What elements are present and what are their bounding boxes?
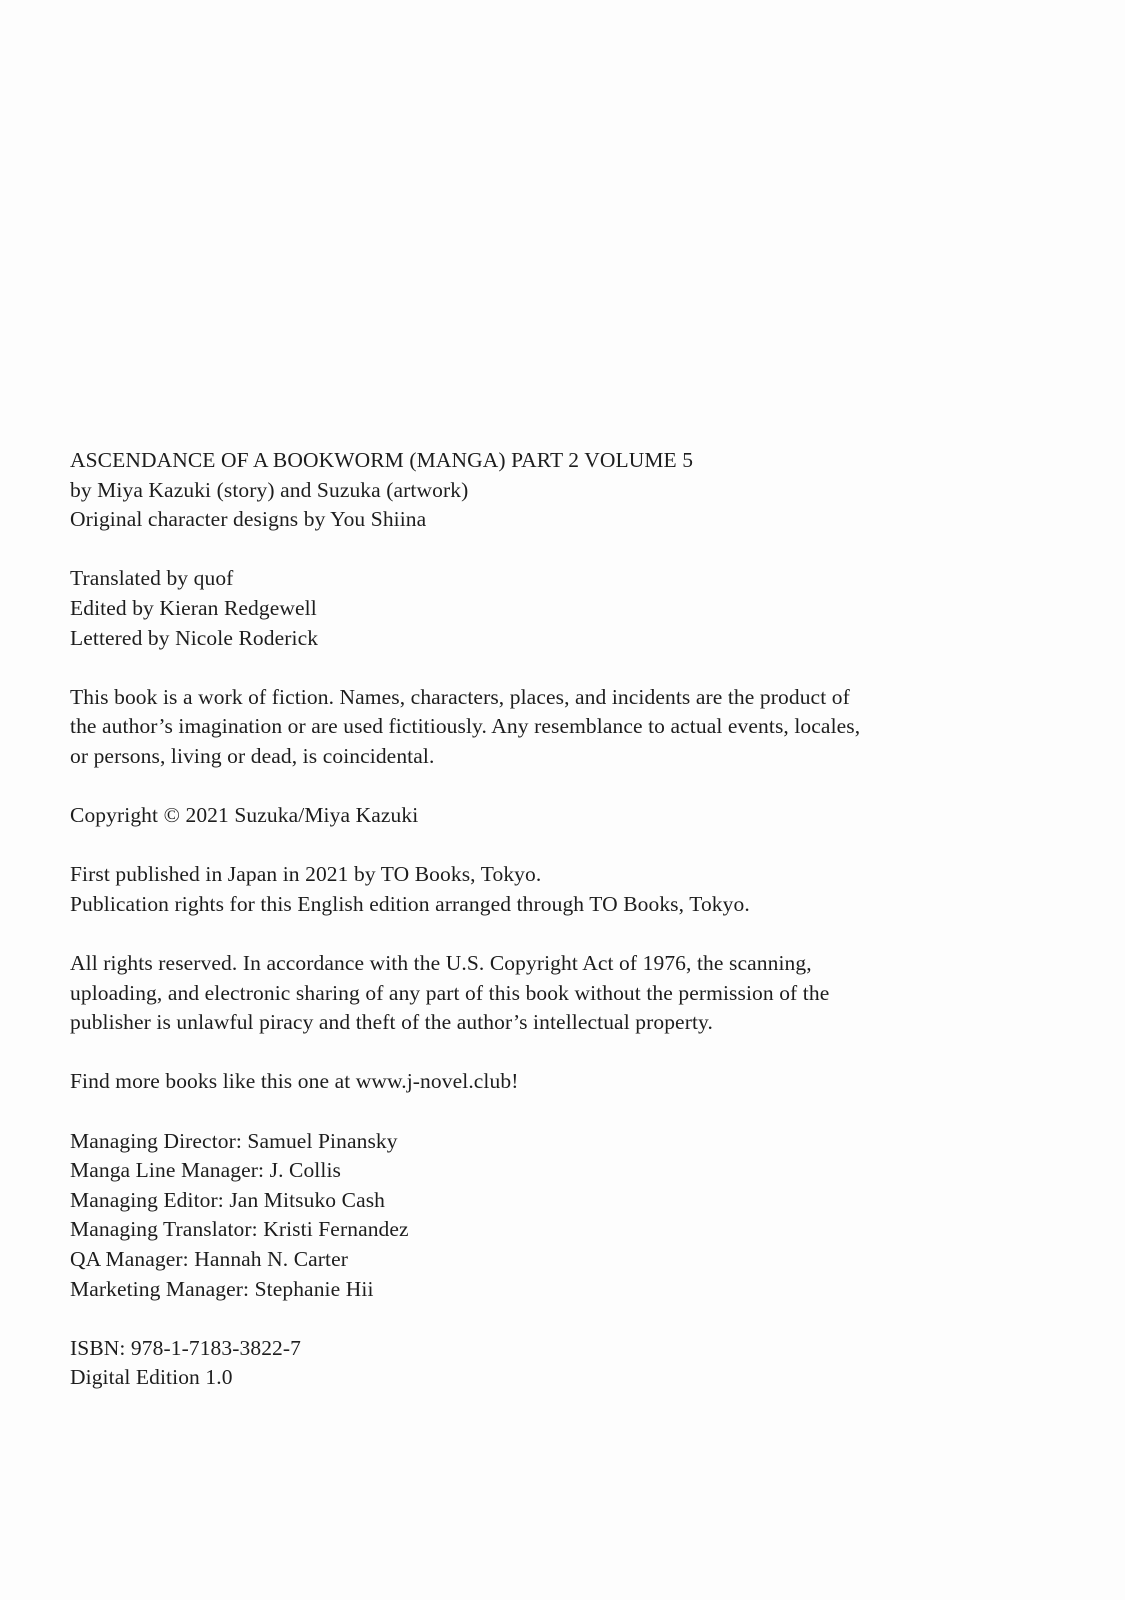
promo-text: Find more books like this one at www.j-novel.club!	[70, 1069, 519, 1094]
staff-line-manga-line-manager: Manga Line Manager: J. Collis	[70, 1158, 341, 1183]
letterer-credit: Lettered by Nicole Roderick	[70, 625, 319, 650]
staff-line-managing-editor: Managing Editor: Jan Mitsuko Cash	[70, 1187, 386, 1212]
copyright-line: Copyright © 2021 Suzuka/Miya Kazuki	[70, 803, 419, 828]
fiction-disclaimer	[70, 683, 1065, 772]
staff-line-marketing-manager: Marketing Manager: Stephanie Hii	[70, 1276, 374, 1301]
edition-line: Digital Edition 1.0	[70, 1365, 233, 1390]
disclaimer-line: This book is a work of fiction. Names, characters, places, and incidents are the product of	[70, 684, 850, 709]
promo-line	[70, 1067, 1065, 1097]
rights-reserved-block	[70, 949, 1065, 1038]
rights-line: All rights reserved. In accordance with the U.S. Copyright Act of 1976, the scanning,	[70, 951, 812, 976]
book-title: ASCENDANCE OF A BOOKWORM (MANGA) PART 2 VOLUME 5	[70, 448, 694, 472]
rights-line: uploading, and electronic sharing of any part of this book without the permission of the	[70, 980, 830, 1005]
disclaimer-line: or persons, living or dead, is coincidental.	[70, 743, 435, 768]
publication-block	[70, 860, 1065, 919]
title-block	[70, 446, 1065, 535]
staff-line-qa-manager: QA Manager: Hannah N. Carter	[70, 1247, 349, 1272]
byline: by Miya Kazuki (story) and Suzuka (artwork)	[70, 477, 469, 502]
colophon-text-block	[70, 446, 1065, 1423]
isbn-block	[70, 1334, 1065, 1393]
credits-block	[70, 564, 1065, 653]
first-published-line: First published in Japan in 2021 by TO Books, Tokyo.	[70, 862, 542, 887]
disclaimer-line: the author’s imagination or are used fictitiously. Any resemblance to actual events, locales,	[70, 714, 861, 739]
editor-credit: Edited by Kieran Redgewell	[70, 595, 317, 620]
character-designs-credit: Original character designs by You Shiina	[70, 507, 427, 532]
staff-line-managing-director: Managing Director: Samuel Pinansky	[70, 1128, 398, 1153]
translator-credit: Translated by quof	[70, 566, 234, 591]
publication-rights-line: Publication rights for this English edition arranged through TO Books, Tokyo.	[70, 891, 750, 916]
rights-line: publisher is unlawful piracy and theft of the author’s intellectual property.	[70, 1010, 713, 1035]
copyright-notice	[70, 801, 1065, 831]
staff-line-managing-translator: Managing Translator: Kristi Fernandez	[70, 1217, 409, 1242]
isbn-line: ISBN: 978-1-7183-3822-7	[70, 1335, 302, 1360]
staff-block	[70, 1127, 1065, 1305]
